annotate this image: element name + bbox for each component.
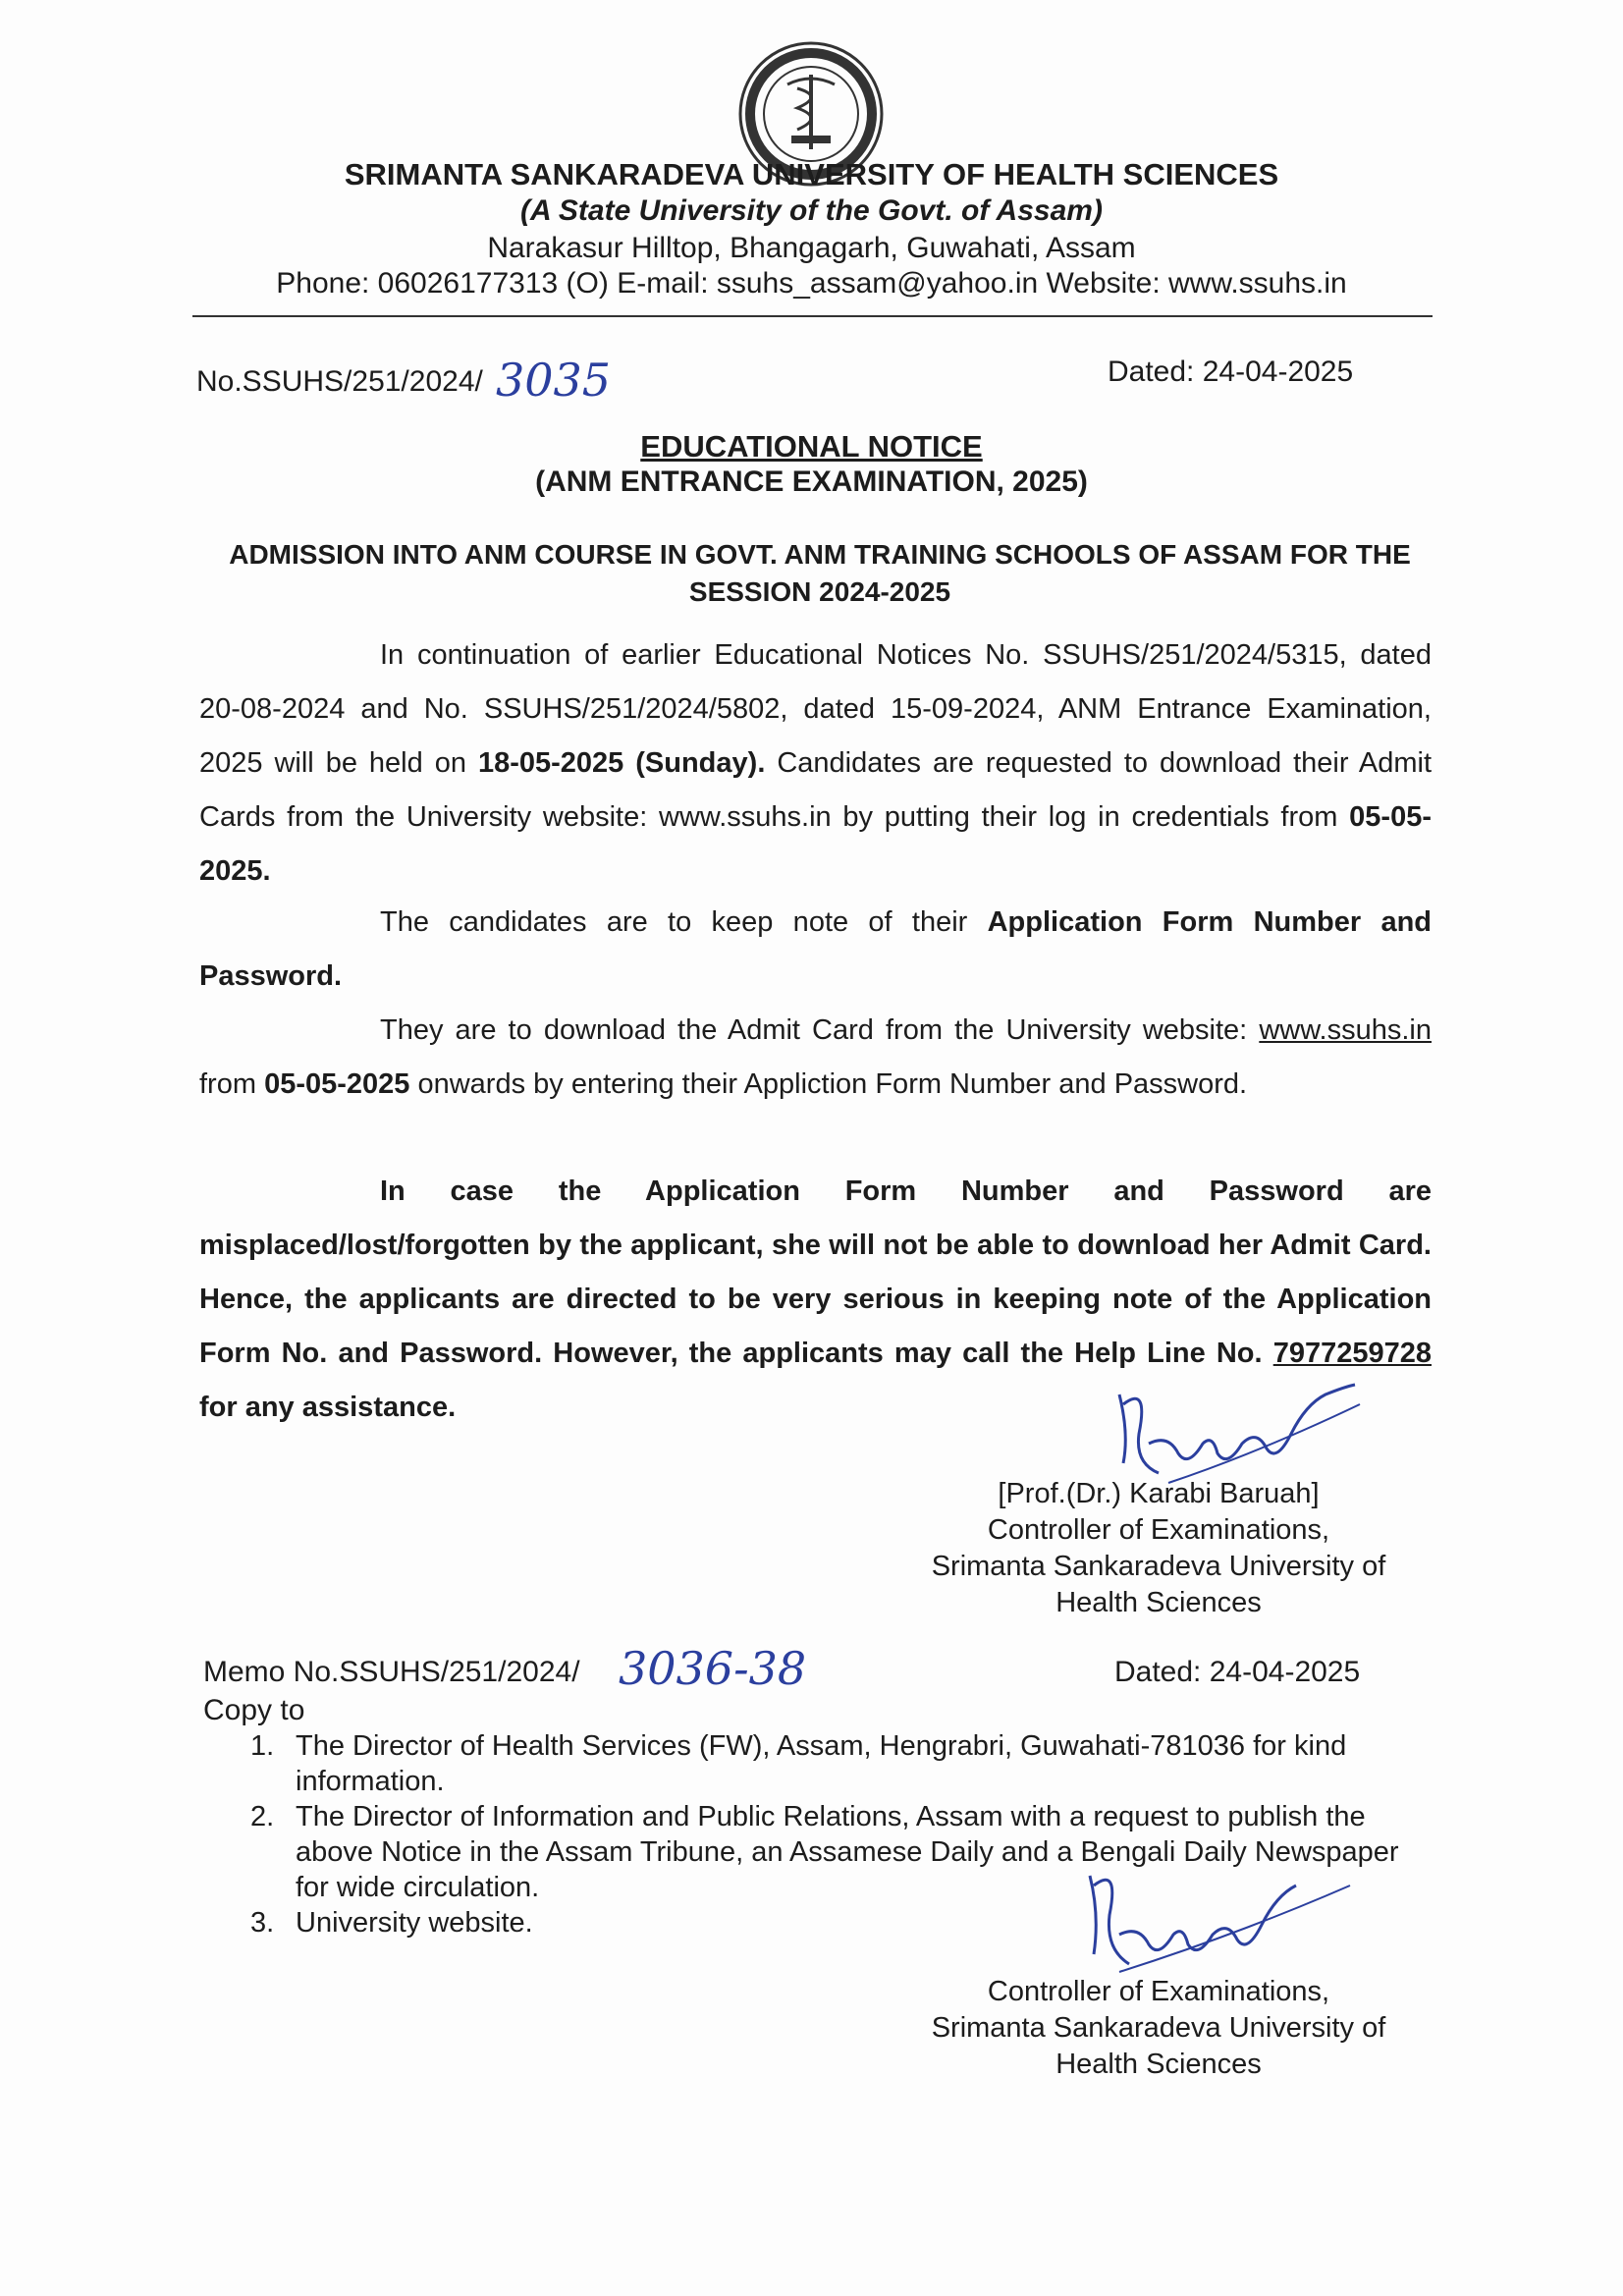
university-subtitle: (A State University of the Govt. of Assam): [520, 194, 1103, 227]
paragraph-3: They are to download the Admit Card from the University website: www.ssuhs.in from 05-05-2025 onwards by entering their Appliction Form Number and Password.: [199, 1014, 1432, 1100]
header-divider: [192, 315, 1433, 317]
signature-1: [1109, 1375, 1365, 1493]
signatory-block-2: [884, 1974, 1434, 2083]
signatory-block: [884, 1476, 1434, 1621]
list-item: 2. The Director of Information and Public Relations, Assam with a request to publish the above Notice in the Assam Tribune, an Assamese Daily and a Bengali Daily Newspaper for wide circulation.: [250, 1801, 1399, 1903]
list-item: 3. University website.: [250, 1907, 533, 1939]
university-address: Narakasur Hilltop, Bhangagarh, Guwahati, Assam: [487, 232, 1136, 264]
reference-prefix: No.SSUHS/251/2024/: [196, 365, 483, 398]
signatory-org-line1-2: Srimanta Sankaradeva University of: [931, 2012, 1386, 2044]
signatory-org-line2: Health Sciences: [1055, 1587, 1262, 1618]
signatory-designation: Controller of Examinations,: [987, 1514, 1330, 1546]
notice-heading: ADMISSION INTO ANM COURSE IN GOVT. ANM TRAINING SCHOOLS OF ASSAM FOR THE SESSION 2024-2025: [229, 539, 1411, 607]
signatory-org-line2-2: Health Sciences: [1055, 2049, 1262, 2080]
reference-date: Dated: 24-04-2025: [1108, 355, 1354, 388]
reference-number-handwritten: 3035: [496, 354, 612, 407]
list-item: 1. The Director of Health Services (FW), Assam, Hengrabri, Guwahati-781036 for kind information.: [250, 1730, 1347, 1797]
memo-number-handwritten: 3036-38: [619, 1642, 807, 1695]
website-link[interactable]: www.ssuhs.in: [1259, 1014, 1432, 1046]
helpline-number: 7977259728: [1272, 1338, 1432, 1369]
university-contact: Phone: 06026177313 (O) E-mail: ssuhs_assam@yahoo.in Website: www.ssuhs.in: [276, 267, 1347, 300]
signatory-name: [Prof.(Dr.) Karabi Baruah]: [998, 1478, 1320, 1509]
paragraph-2: The candidates are to keep note of their Application Form Number and Password.: [199, 906, 1432, 992]
university-name: SRIMANTA SANKARADEVA UNIVERSITY OF HEALTH SCIENCES: [344, 157, 1279, 191]
copy-to-label: Copy to: [203, 1694, 305, 1726]
signatory-designation-2: Controller of Examinations,: [987, 1976, 1330, 2007]
memo-date: Dated: 24-04-2025: [1114, 1656, 1361, 1688]
paragraph-4: In case the Application Form Number and Password are misplaced/lost/forgotten by the applicant, she will not be able to download her Admit Card. Hence, the applicants are directed to be very serious in keeping note of the Application Form No. and Password. However, the applicants may call the Help Line No. 7977259728 for any assistance.: [199, 1175, 1432, 1423]
notice-title: EDUCATIONAL NOTICE: [640, 429, 983, 464]
signature-2: [1080, 1856, 1355, 1984]
notice-subtitle: (ANM ENTRANCE EXAMINATION, 2025): [535, 465, 1088, 498]
paragraph-1: In continuation of earlier Educational Notices No. SSUHS/251/2024/5315, dated 20-08-2024 and No. SSUHS/251/2024/5802, dated 15-09-2024, ANM Entrance Examination, 2025 will be held on 18-05-2025 (Sunday). Candidates are requested to download their Admit Cards from the University website: www.ssuhs.in by putting their log in credentials from 05-05-2025.: [199, 639, 1433, 887]
signatory-org-line1: Srimanta Sankaradeva University of: [931, 1551, 1386, 1582]
memo-prefix: Memo No.SSUHS/251/2024/: [203, 1656, 580, 1688]
